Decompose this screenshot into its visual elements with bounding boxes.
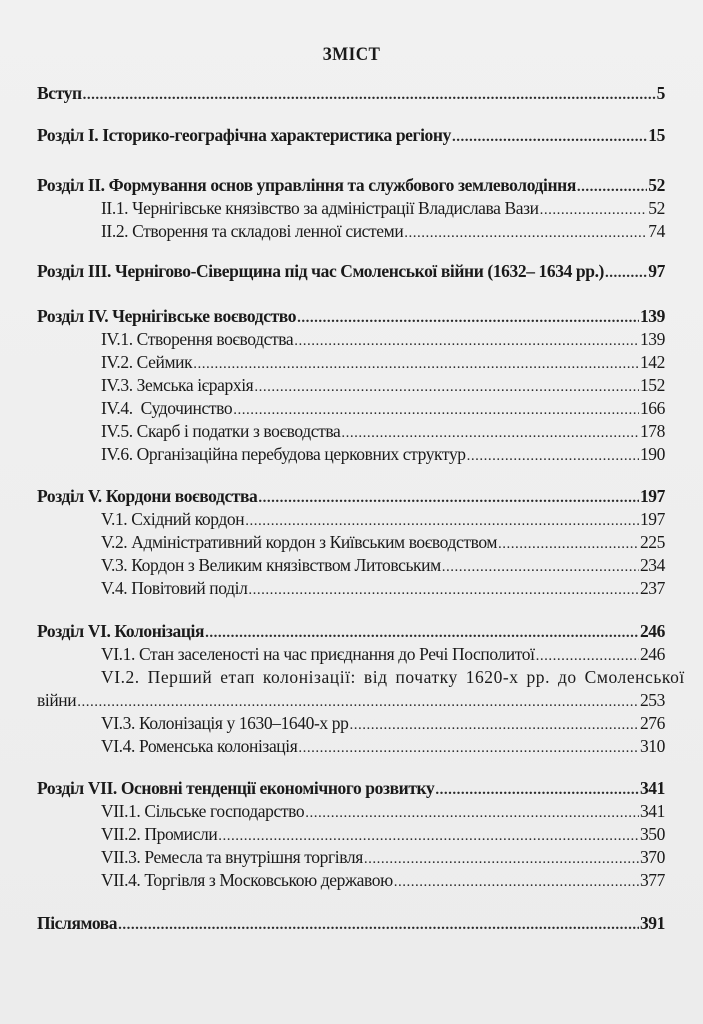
toc-entry-page: 310 (639, 736, 665, 756)
toc-entry-label: V.3. Кордон з Великим князівством Литовським (101, 555, 441, 575)
toc-entry-label: Розділ ІІ. Формування основ управління та службового землеволодіння (37, 175, 576, 195)
toc-entry-page: 139 (639, 329, 665, 349)
toc-entry-section-6-3[interactable] (101, 711, 665, 735)
toc-entry-label: IV.3. Земська ієрархія (101, 375, 254, 395)
toc-entry-label: IV.2. Сеймик (101, 352, 193, 372)
toc-entry-label: VII.4. Торгівля з Московською державою (101, 870, 393, 890)
toc-entry-label: VII.1. Сільське господарство (101, 801, 305, 821)
toc-entry-chapter-7[interactable] (37, 776, 665, 800)
toc-entry-page: 237 (639, 578, 665, 598)
toc-entry-page: 225 (639, 532, 665, 552)
dot-leader (404, 221, 647, 245)
toc-entry-page: 139 (639, 306, 665, 326)
dot-leader (298, 736, 639, 760)
toc-entry-section-4-3[interactable] (101, 373, 665, 397)
toc-entry-page: 253 (639, 690, 665, 710)
toc-entry-label: IV.6. Організаційна перебудова церковних структур (101, 444, 466, 464)
toc-entry-page: 391 (639, 913, 665, 933)
toc-entry-label: IV.4. Судочинство (101, 398, 233, 418)
toc-entry-section-6-2-line2[interactable] (37, 688, 665, 712)
toc-entry-page: 52 (648, 175, 665, 195)
toc-entry-page: 341 (639, 778, 665, 798)
toc-entry-intro[interactable] (37, 81, 665, 105)
toc-entry-label: Розділ VI. Колонізація (37, 621, 205, 641)
toc-entry-chapter-1[interactable] (37, 123, 665, 147)
toc-entry-page: 377 (639, 870, 665, 890)
toc-entry-page: 152 (639, 375, 665, 395)
toc-entry-section-2-1[interactable] (101, 196, 665, 220)
dot-leader (394, 870, 639, 894)
toc-entry-section-4-1[interactable] (101, 327, 665, 351)
toc-entry-page: 197 (639, 509, 665, 529)
page-title: ЗМІСТ (322, 44, 381, 65)
dot-leader (118, 913, 639, 937)
toc-entry-label: V.1. Східний кордон (101, 509, 245, 529)
toc-entry-section-7-3[interactable] (101, 845, 665, 869)
dot-leader (467, 444, 639, 468)
toc-entry-afterword[interactable] (37, 911, 665, 935)
toc-entry-label-continuation: війни (37, 690, 77, 710)
toc-entry-label: V.2. Адміністративний кордон з Київським воєводством (101, 532, 498, 552)
toc-entry-label: Розділ IV. Чернігівське воєводство (37, 306, 297, 326)
toc-entry-section-7-1[interactable] (101, 799, 665, 823)
toc-entry-label: ІІ.2. Створення та складові ленної системи (101, 221, 404, 241)
toc-entry-label: VI.4. Роменська колонізація (101, 736, 298, 756)
toc-entry-page: 52 (648, 198, 665, 218)
toc-entry-section-4-2[interactable] (101, 350, 665, 374)
toc-entry-label: IV.1. Створення воєводства (101, 329, 294, 349)
toc-entry-page: 246 (639, 621, 665, 641)
toc-entry-chapter-6[interactable] (37, 619, 665, 643)
dot-leader (248, 578, 639, 602)
toc-entry-page: 97 (648, 261, 665, 281)
toc-entry-label: V.4. Повітовий поділ (101, 578, 248, 598)
toc-entry-label: VI.3. Колонізація у 1630–1640-х рр (101, 713, 349, 733)
toc-entry-chapter-4[interactable] (37, 304, 665, 328)
dot-leader (452, 125, 647, 149)
toc-entry-page: 197 (639, 486, 665, 506)
toc-entry-page: 341 (639, 801, 665, 821)
toc-entry-page: 276 (639, 713, 665, 733)
toc-entry-section-5-1[interactable] (101, 507, 665, 531)
toc-entry-page: 74 (648, 221, 665, 241)
toc-entry-page: 350 (639, 824, 665, 844)
toc-entry-page: 15 (648, 125, 665, 145)
toc-entry-label: Вступ (37, 83, 82, 103)
toc-entry-label: Розділ VII. Основні тенденції економічного розвитку (37, 778, 435, 798)
toc-entry-chapter-3[interactable] (37, 259, 665, 283)
toc-entry-page: 142 (639, 352, 665, 372)
toc-entry-section-7-2[interactable] (101, 822, 665, 846)
toc-entry-section-7-4[interactable] (101, 868, 665, 892)
toc-entry-label: Післямова (37, 913, 118, 933)
toc-entry-section-4-5[interactable] (101, 419, 665, 443)
toc-entry-label: IV.5. Скарб і податки з воєводства (101, 421, 341, 441)
toc-entry-chapter-2[interactable] (37, 173, 665, 197)
toc-entry-page: 5 (656, 83, 665, 103)
toc-entry-section-2-2[interactable] (101, 219, 665, 243)
toc-entry-section-5-4[interactable] (101, 576, 665, 600)
toc-entry-label: Розділ V. Кордони воєводства (37, 486, 258, 506)
toc-entry-label: VII.3. Ремесла та внутрішня торгівля (101, 847, 363, 867)
toc-entry-page: 166 (639, 398, 665, 418)
toc-entry-page: 190 (639, 444, 665, 464)
toc-entry-section-5-2[interactable] (101, 530, 665, 554)
dot-leader (605, 261, 647, 285)
dot-leader (83, 83, 656, 107)
toc-entry-label: VI.2. Перший етап колонізації: від початку 1620-х рр. до Смоленської (101, 667, 685, 687)
toc-entry-section-6-2-line1[interactable] (101, 665, 685, 689)
toc-entry-page: 178 (639, 421, 665, 441)
toc-entry-label: Розділ І. Історико-географічна характеристика регіону (37, 125, 451, 145)
toc-entry-section-4-4[interactable] (101, 396, 665, 420)
toc-entry-chapter-5[interactable] (37, 484, 665, 508)
toc-entry-section-6-1[interactable] (101, 642, 665, 666)
toc-entry-label: VI.1. Стан заселеності на час приєднання до Речі Посполитої (101, 644, 535, 664)
toc-entry-page: 234 (639, 555, 665, 575)
toc-entry-page: 370 (639, 847, 665, 867)
toc-entry-section-5-3[interactable] (101, 553, 665, 577)
toc-entry-label: Розділ ІІІ. Чернігово-Сіверщина під час Смоленської війни (1632– 1634 рр.) (37, 261, 604, 281)
toc-entry-section-4-6[interactable] (101, 442, 665, 466)
toc-entry-label: ІІ.1. Чернігівське князівство за адміністрації Владислава Вази (101, 198, 539, 218)
toc-entry-section-6-4[interactable] (101, 734, 665, 758)
toc-entry-label: VII.2. Промисли (101, 824, 218, 844)
toc-entry-page: 246 (639, 644, 665, 664)
